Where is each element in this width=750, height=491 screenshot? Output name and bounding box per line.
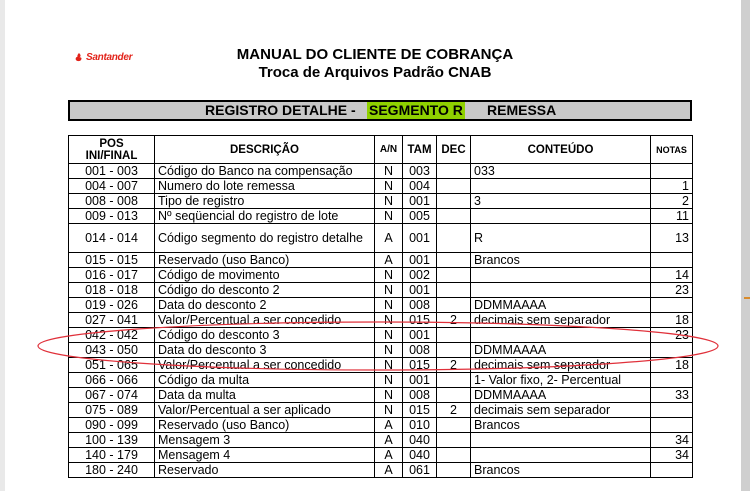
cell-an: N bbox=[375, 403, 403, 418]
col-header-an: A/N bbox=[375, 136, 403, 164]
table-row bbox=[69, 179, 693, 194]
cell-descricao: Código segmento do registro detalhe bbox=[155, 224, 375, 253]
cell-notas: 23 bbox=[651, 328, 693, 343]
cell-pos: 009 - 013 bbox=[69, 209, 155, 224]
cell-conteudo bbox=[471, 448, 651, 463]
cell-dec bbox=[437, 373, 471, 388]
cell-notas: 1 bbox=[651, 179, 693, 194]
cell-dec bbox=[437, 433, 471, 448]
table-row bbox=[69, 403, 693, 418]
cell-pos: 090 - 099 bbox=[69, 418, 155, 433]
cell-descricao: Mensagem 3 bbox=[155, 433, 375, 448]
cell-conteudo: Brancos bbox=[471, 418, 651, 433]
cell-pos: 067 - 074 bbox=[69, 388, 155, 403]
cell-tam: 001 bbox=[403, 283, 437, 298]
cell-dec bbox=[437, 283, 471, 298]
title-line-2: Troca de Arquivos Padrão CNAB bbox=[258, 64, 492, 81]
cell-conteudo: 033 bbox=[471, 164, 651, 179]
cell-tam: 015 bbox=[403, 403, 437, 418]
cell-tam: 008 bbox=[403, 388, 437, 403]
cell-tam: 003 bbox=[403, 164, 437, 179]
cell-dec: 2 bbox=[437, 403, 471, 418]
cell-notas bbox=[651, 403, 693, 418]
cell-an: N bbox=[375, 298, 403, 313]
cell-notas: 13 bbox=[651, 224, 693, 253]
cell-notas: 33 bbox=[651, 388, 693, 403]
cell-an: N bbox=[375, 179, 403, 194]
cell-conteudo: DDMMAAAA bbox=[471, 388, 651, 403]
cell-dec bbox=[437, 164, 471, 179]
cell-conteudo bbox=[471, 268, 651, 283]
banner-label: REGISTRO DETALHE - bbox=[205, 102, 356, 118]
table-row bbox=[69, 343, 693, 358]
cell-pos: 100 - 139 bbox=[69, 433, 155, 448]
cell-conteudo bbox=[471, 433, 651, 448]
table-row bbox=[69, 463, 693, 478]
cell-conteudo: decimais sem separador bbox=[471, 313, 651, 328]
cell-pos: 051 - 065 bbox=[69, 358, 155, 373]
cell-an: A bbox=[375, 433, 403, 448]
cell-notas: 2 bbox=[651, 194, 693, 209]
cell-descricao: Tipo de registro bbox=[155, 194, 375, 209]
cell-conteudo: 1- Valor fixo, 2- Percentual bbox=[471, 373, 651, 388]
cell-descricao: Reservado (uso Banco) bbox=[155, 418, 375, 433]
cell-descricao: Valor/Percentual a ser concedido bbox=[155, 358, 375, 373]
cell-descricao: Código do desconto 2 bbox=[155, 283, 375, 298]
cell-dec bbox=[437, 179, 471, 194]
table-row bbox=[69, 164, 693, 179]
cell-tam: 001 bbox=[403, 224, 437, 253]
cell-notas: 23 bbox=[651, 283, 693, 298]
cell-descricao: Código de movimento bbox=[155, 268, 375, 283]
table-row bbox=[69, 194, 693, 209]
cell-notas: 14 bbox=[651, 268, 693, 283]
cell-descricao: Código do Banco na compensação bbox=[155, 164, 375, 179]
document-page bbox=[5, 0, 741, 491]
cell-tam: 002 bbox=[403, 268, 437, 283]
col-header-descricao: DESCRIÇÃO bbox=[155, 136, 375, 164]
cell-descricao: Nº seqüencial do registro de lote bbox=[155, 209, 375, 224]
cell-an: N bbox=[375, 328, 403, 343]
cell-descricao: Data da multa bbox=[155, 388, 375, 403]
cell-tam: 010 bbox=[403, 418, 437, 433]
cell-notas bbox=[651, 373, 693, 388]
cell-notas bbox=[651, 298, 693, 313]
cell-dec bbox=[437, 298, 471, 313]
table-row bbox=[69, 268, 693, 283]
cell-tam: 008 bbox=[403, 298, 437, 313]
col-header-pos: POS INI/FINAL bbox=[69, 136, 155, 164]
record-layout-table bbox=[68, 135, 693, 478]
cell-an: N bbox=[375, 194, 403, 209]
cell-an: N bbox=[375, 209, 403, 224]
table-row bbox=[69, 433, 693, 448]
cell-dec: 2 bbox=[437, 313, 471, 328]
table-row bbox=[69, 448, 693, 463]
cell-notas: 18 bbox=[651, 358, 693, 373]
cell-pos: 042 - 042 bbox=[69, 328, 155, 343]
cell-notas: 34 bbox=[651, 448, 693, 463]
segment-highlight: SEGMENTO R bbox=[369, 102, 463, 118]
cell-tam: 015 bbox=[403, 313, 437, 328]
table-row bbox=[69, 253, 693, 268]
cell-conteudo: decimais sem separador bbox=[471, 358, 651, 373]
table-row bbox=[69, 328, 693, 343]
cell-tam: 001 bbox=[403, 328, 437, 343]
cell-notas bbox=[651, 343, 693, 358]
logo-text: Santander bbox=[86, 52, 133, 63]
cell-dec bbox=[437, 328, 471, 343]
cell-conteudo: R bbox=[471, 224, 651, 253]
cell-descricao: Reservado (uso Banco) bbox=[155, 253, 375, 268]
cell-an: A bbox=[375, 448, 403, 463]
cell-descricao: Valor/Percentual a ser concedido bbox=[155, 313, 375, 328]
cell-pos: 001 - 003 bbox=[69, 164, 155, 179]
cell-pos: 027 - 041 bbox=[69, 313, 155, 328]
table-row bbox=[69, 283, 693, 298]
cell-conteudo: DDMMAAAA bbox=[471, 343, 651, 358]
cell-an: A bbox=[375, 224, 403, 253]
cell-pos: 015 - 015 bbox=[69, 253, 155, 268]
cell-an: N bbox=[375, 343, 403, 358]
banner-remessa: REMESSA bbox=[487, 102, 557, 118]
cell-dec bbox=[437, 448, 471, 463]
cell-conteudo bbox=[471, 328, 651, 343]
table-row bbox=[69, 388, 693, 403]
cell-pos: 008 - 008 bbox=[69, 194, 155, 209]
cell-dec bbox=[437, 194, 471, 209]
cell-pos: 004 - 007 bbox=[69, 179, 155, 194]
table-row bbox=[69, 313, 693, 328]
cell-descricao: Valor/Percentual a ser aplicado bbox=[155, 403, 375, 418]
cell-dec bbox=[437, 388, 471, 403]
flame-icon bbox=[75, 53, 83, 62]
cell-tam: 005 bbox=[403, 209, 437, 224]
cell-an: N bbox=[375, 164, 403, 179]
cell-dec bbox=[437, 268, 471, 283]
cell-dec bbox=[437, 343, 471, 358]
cell-an: N bbox=[375, 388, 403, 403]
col-header-tam: TAM bbox=[403, 136, 437, 164]
cell-conteudo: DDMMAAAA bbox=[471, 298, 651, 313]
cell-descricao: Reservado bbox=[155, 463, 375, 478]
cell-notas: 11 bbox=[651, 209, 693, 224]
cell-pos: 075 - 089 bbox=[69, 403, 155, 418]
cell-conteudo bbox=[471, 209, 651, 224]
document-title bbox=[155, 46, 595, 82]
cell-pos: 014 - 014 bbox=[69, 224, 155, 253]
cell-conteudo: Brancos bbox=[471, 463, 651, 478]
cell-conteudo: Brancos bbox=[471, 253, 651, 268]
title-line-1: MANUAL DO CLIENTE DE COBRANÇA bbox=[236, 46, 514, 63]
cell-pos: 019 - 026 bbox=[69, 298, 155, 313]
cell-an: N bbox=[375, 358, 403, 373]
cell-notas bbox=[651, 463, 693, 478]
cell-pos: 180 - 240 bbox=[69, 463, 155, 478]
cell-pos: 018 - 018 bbox=[69, 283, 155, 298]
section-banner bbox=[68, 100, 692, 121]
cell-dec bbox=[437, 418, 471, 433]
cell-notas: 18 bbox=[651, 313, 693, 328]
cell-notas bbox=[651, 418, 693, 433]
cell-an: N bbox=[375, 268, 403, 283]
cell-tam: 015 bbox=[403, 358, 437, 373]
cell-tam: 001 bbox=[403, 373, 437, 388]
cell-descricao: Data do desconto 2 bbox=[155, 298, 375, 313]
cell-tam: 061 bbox=[403, 463, 437, 478]
cell-an: A bbox=[375, 418, 403, 433]
cell-notas: 34 bbox=[651, 433, 693, 448]
cell-notas bbox=[651, 164, 693, 179]
col-header-conteudo: CONTEÚDO bbox=[471, 136, 651, 164]
cell-pos: 016 - 017 bbox=[69, 268, 155, 283]
cell-conteudo: decimais sem separador bbox=[471, 403, 651, 418]
table-header-row bbox=[69, 136, 693, 164]
santander-logo bbox=[75, 52, 132, 63]
table-row bbox=[69, 209, 693, 224]
cell-tam: 004 bbox=[403, 179, 437, 194]
cell-descricao: Numero do lote remessa bbox=[155, 179, 375, 194]
cell-an: A bbox=[375, 463, 403, 478]
cell-an: A bbox=[375, 253, 403, 268]
cell-pos: 066 - 066 bbox=[69, 373, 155, 388]
cell-dec bbox=[437, 253, 471, 268]
table-row bbox=[69, 224, 693, 253]
cell-tam: 040 bbox=[403, 448, 437, 463]
cell-pos: 043 - 050 bbox=[69, 343, 155, 358]
cell-descricao: Data do desconto 3 bbox=[155, 343, 375, 358]
cell-tam: 008 bbox=[403, 343, 437, 358]
window-edge bbox=[741, 0, 750, 491]
cell-descricao: Código do desconto 3 bbox=[155, 328, 375, 343]
cell-conteudo bbox=[471, 179, 651, 194]
cell-notas bbox=[651, 253, 693, 268]
cell-descricao: Mensagem 4 bbox=[155, 448, 375, 463]
table-row bbox=[69, 298, 693, 313]
cell-dec bbox=[437, 463, 471, 478]
cell-tam: 001 bbox=[403, 253, 437, 268]
cell-conteudo bbox=[471, 283, 651, 298]
cell-tam: 001 bbox=[403, 194, 437, 209]
cell-descricao: Código da multa bbox=[155, 373, 375, 388]
cell-an: N bbox=[375, 313, 403, 328]
col-header-dec: DEC bbox=[437, 136, 471, 164]
cell-an: N bbox=[375, 373, 403, 388]
table-row bbox=[69, 373, 693, 388]
cell-conteudo: 3 bbox=[471, 194, 651, 209]
table-row bbox=[69, 418, 693, 433]
table-row bbox=[69, 358, 693, 373]
cell-dec bbox=[437, 209, 471, 224]
cell-an: N bbox=[375, 283, 403, 298]
col-header-notas: NOTAS bbox=[651, 136, 693, 164]
cell-dec: 2 bbox=[437, 358, 471, 373]
cell-dec bbox=[437, 224, 471, 253]
cell-tam: 040 bbox=[403, 433, 437, 448]
cell-pos: 140 - 179 bbox=[69, 448, 155, 463]
